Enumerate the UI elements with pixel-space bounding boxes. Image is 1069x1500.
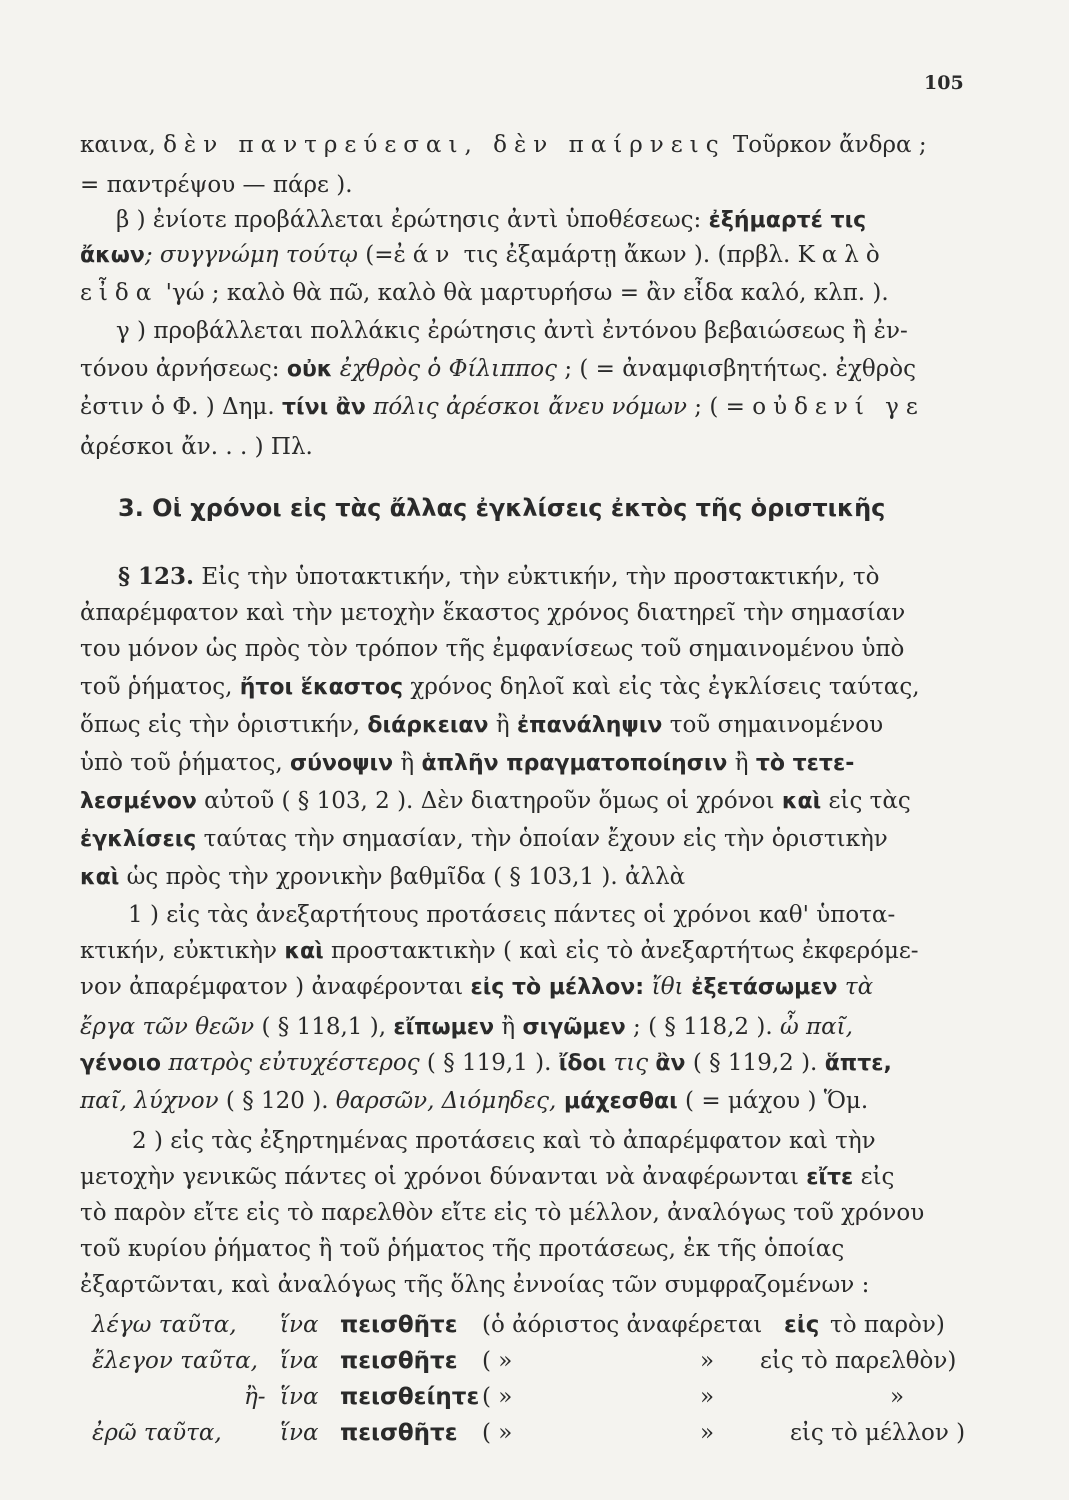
example-note-bold: » <box>700 1348 715 1374</box>
example-form: πεισθῆτε <box>340 1420 458 1446</box>
page-number: 105 <box>924 72 964 94</box>
example-note-end: εἰς τὸ παρελθὸν) <box>760 1348 957 1374</box>
text-line: § 123. Εἰς τὴν ὑποτακτικήν, τὴν εὐκτικήν, τὴν προστακτικήν, τὸ <box>118 563 880 590</box>
example-conj: ἵνα <box>280 1348 319 1374</box>
example-form: πεισθείητε <box>340 1384 480 1410</box>
text-line: κτικήν, εὐκτικὴν καὶ προστακτικὴν ( καὶ εἰς τὸ ἀνεξαρτήτως ἐκφερόμε- <box>80 938 919 964</box>
example-verb: ἔλεγον ταῦτα, <box>92 1348 258 1374</box>
example-note: (ὁ ἀόριστος ἀναφέρεται <box>482 1312 763 1338</box>
example-note-bold: εἰς <box>784 1312 820 1338</box>
text-line: γένοιο πατρὸς εὐτυχέστερος ( § 119,1 ). ἴδοι τις ἂν ( § 119,2 ). ἅπτε, <box>80 1050 892 1076</box>
example-note-bold: » <box>700 1420 715 1446</box>
example-note: ( » <box>482 1384 513 1410</box>
example-note: ( » <box>482 1420 513 1446</box>
text-line: ἐγκλίσεις ταύτας τὴν σημασίαν, τὴν ὁποίαν ἔχουν εἰς τὴν ὁριστικὴν <box>80 826 888 852</box>
example-note-end: » <box>890 1384 905 1410</box>
example-conj: ἵνα <box>280 1420 319 1446</box>
text-line: β ) ἐνίοτε προβάλλεται ἐρώτησις ἀντὶ ὑποθέσεως: ἐξήμαρτέ τις <box>116 207 867 233</box>
text-line: τόνου ἀρνήσεως: οὐκ ἐχθρὸς ὁ Φίλιππος ; ( = ἀναμφισβητήτως. ἐχθρὸς <box>80 356 917 382</box>
text-line: ὅπως εἰς τὴν ὁριστικήν, διάρκειαν ἢ ἐπανάληψιν τοῦ σημαινομένου <box>80 712 884 738</box>
text-line: ἐξαρτῶνται, καὶ ἀναλόγως τῆς ὅλης ἐννοίας τῶν συμφραζομένων : <box>80 1272 870 1298</box>
text-line: 1 ) εἰς τὰς ἀνεξαρτήτους προτάσεις πάντες οἱ χρόνοι καθ' ὑποτα- <box>128 902 896 928</box>
text-line: ὑπὸ τοῦ ῥήματος, σύνοψιν ἢ ἁπλῆν πραγματοποίησιν ἢ τὸ τετε- <box>80 750 855 776</box>
text-line: καινα, δὲν παντρεύεσαι, δὲν παίρνεις Τοῦρκον ἄνδρα ; <box>80 132 927 158</box>
example-verb: λέγω ταῦτα, <box>92 1312 237 1338</box>
example-form: πεισθῆτε <box>340 1348 458 1374</box>
example-note-bold: » <box>700 1384 715 1410</box>
example-conj: ἵνα <box>280 1384 319 1410</box>
text-line: = παντρέψου — πάρε ). <box>80 172 353 198</box>
text-line: ἀρέσκοι ἄν. . . ) Πλ. <box>80 434 313 460</box>
text-line: καὶ ὡς πρὸς τὴν χρονικὴν βαθμῖδα ( § 103,1 ). ἀλλὰ <box>80 864 686 890</box>
text-line: τὸ παρὸν εἴτε εἰς τὸ παρελθὸν εἴτε εἰς τὸ μέλλον, ἀναλόγως τοῦ χρόνου <box>80 1200 925 1226</box>
text-line: τοῦ ῥήματος, ἤτοι ἕκαστος χρόνος δηλοῖ καὶ εἰς τὰς ἐγκλίσεις ταύτας, <box>80 674 920 700</box>
text-line: ἐστιν ὁ Φ. ) Δημ. τίνι ἂν πόλις ἀρέσκοι ἄνευ νόμων ; ( = οὐδενί γε <box>80 394 925 420</box>
text-line: ἔργα τῶν θεῶν ( § 118,1 ), εἴπωμεν ἢ σιγῶμεν ; ( § 118,2 ). ὦ παῖ, <box>80 1014 853 1040</box>
example-note-end: τὸ παρὸν) <box>830 1312 945 1338</box>
text-line: του μόνον ὡς πρὸς τὸν τρόπον τῆς ἐμφανίσεως τοῦ σημαινομένου ὑπὸ <box>80 636 905 662</box>
text-line: 2 ) εἰς τὰς ἐξηρτημένας προτάσεις καὶ τὸ ἀπαρέμφατον καὶ τὴν <box>132 1128 876 1154</box>
section-heading: 3. Οἱ χρόνοι εἰς τὰς ἄλλας ἐγκλίσεις ἐκτὸς τῆς ὁριστικῆς <box>118 494 886 522</box>
text-line: τοῦ κυρίου ῥήματος ἢ τοῦ ῥήματος τῆς προτάσεως, ἐκ τῆς ὁποίας <box>80 1236 845 1262</box>
text-line: εἶδα 'γώ ; καλὸ θὰ πῶ, καλὸ θὰ μαρτυρήσω = ἂν εἶδα καλό, κλπ. ). <box>80 280 889 306</box>
text-line: λεσμένον αὐτοῦ ( § 103, 2 ). Δὲν διατηροῦν ὅμως οἱ χρόνοι καὶ εἰς τὰς <box>80 788 911 814</box>
text-line: γ ) προβάλλεται πολλάκις ἐρώτησις ἀντὶ ἐντόνου βεβαιώσεως ἢ ἐν- <box>116 318 908 344</box>
text-line: ἄκων; συγγνώμη τούτῳ (=ἐάν τις ἐξαμάρτῃ ἄκων ). (πρβλ. Καλὸ <box>80 242 887 268</box>
example-conj: ἵνα <box>280 1312 319 1338</box>
example-note: ( » <box>482 1348 513 1374</box>
example-verb: ἐρῶ ταῦτα, <box>92 1420 222 1446</box>
text-line: νον ἀπαρέμφατον ) ἀναφέρονται εἰς τὸ μέλλον: ἴθι ἐξετάσωμεν τὰ <box>80 974 874 1000</box>
example-verb: ἢ- <box>244 1384 266 1410</box>
text-line: παῖ, λύχνον ( § 120 ). θαρσῶν, Διόμηδες, μάχεσθαι ( = μάχου ) Ὅμ. <box>80 1088 869 1114</box>
text-line: ἀπαρέμφατον καὶ τὴν μετοχὴν ἕκαστος χρόνος διατηρεῖ τὴν σημασίαν <box>80 600 906 626</box>
text-line: μετοχὴν γενικῶς πάντες οἱ χρόνοι δύνανται νὰ ἀναφέρωνται εἴτε εἰς <box>80 1164 895 1190</box>
example-form: πεισθῆτε <box>340 1312 458 1338</box>
example-note-end: εἰς τὸ μέλλον ) <box>790 1420 966 1446</box>
